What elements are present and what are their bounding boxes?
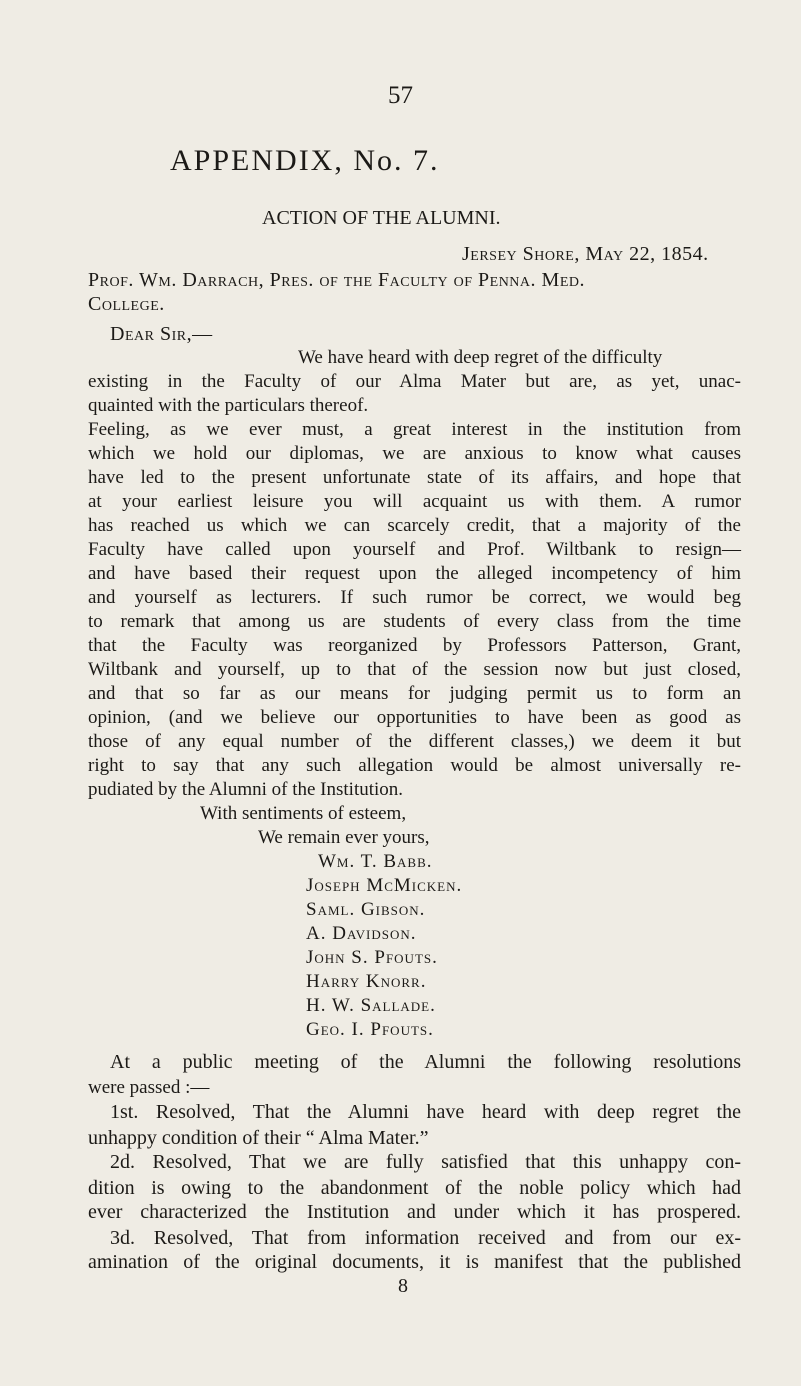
- dateline: Jersey Shore, May 22, 1854.: [462, 243, 709, 265]
- letter-line: Wiltbank and yourself, up to that of the session now but just closed,: [88, 659, 741, 680]
- section-title: ACTION OF THE ALUMNI.: [262, 207, 501, 229]
- letter-line: to remark that among us are students of every class from the time: [88, 611, 741, 632]
- signatory: Saml. Gibson.: [306, 899, 426, 920]
- letter-line: We have heard with deep regret of the difficulty: [298, 347, 663, 368]
- closing-line: With sentiments of esteem,: [200, 803, 407, 824]
- signatory: Wm. T. Babb.: [318, 851, 433, 872]
- letter-line: right to say that any such allegation would be almost universally re-: [88, 755, 741, 776]
- resolution-line: unhappy condition of their “ Alma Mater.”: [88, 1127, 429, 1149]
- signatory: Joseph McMicken.: [306, 875, 463, 896]
- signatory: John S. Pfouts.: [306, 947, 438, 968]
- salutation: Dear Sir,—: [110, 323, 213, 345]
- letter-line: pudiated by the Alumni of the Institution.: [88, 779, 404, 800]
- letter-line: and that so far as our means for judging permit us to form an: [88, 683, 741, 704]
- letter-line: quainted with the particulars thereof.: [88, 395, 369, 416]
- letter-line: existing in the Faculty of our Alma Mater but are, as yet, unac-: [88, 371, 741, 392]
- resolution-line: ever characterized the Institution and under which it has prospered.: [88, 1201, 741, 1223]
- letter-line: and yourself as lecturers. If such rumor be correct, we would beg: [88, 587, 741, 608]
- signature-mark: 8: [398, 1275, 408, 1297]
- letter-line: Feeling, as we ever must, a great interest in the institution from: [88, 419, 741, 440]
- letter-line: those of any equal number of the different classes,) we deem it but: [88, 731, 741, 752]
- letter-line: opinion, (and we believe our opportunities to have been as good as: [88, 707, 741, 728]
- letter-line: has reached us which we can scarcely credit, that a majority of the: [88, 515, 741, 536]
- resolution-line: 2d. Resolved, That we are fully satisfied that this unhappy con-: [110, 1151, 741, 1173]
- closing-line: We remain ever yours,: [258, 827, 430, 848]
- page-number: 57: [388, 82, 413, 109]
- resolution-line: 3d. Resolved, That from information received and from our ex-: [110, 1227, 741, 1249]
- signatory: A. Davidson.: [306, 923, 417, 944]
- signatory: Geo. I. Pfouts.: [306, 1019, 434, 1040]
- signatory: Harry Knorr.: [306, 971, 427, 992]
- addressee-line: College.: [88, 293, 165, 315]
- resolution-line: At a public meeting of the Alumni the following resolutions: [110, 1051, 741, 1073]
- letter-line: have led to the present unfortunate state of its affairs, and hope that: [88, 467, 741, 488]
- resolution-line: amination of the original documents, it is manifest that the published: [88, 1251, 741, 1273]
- letter-line: at your earliest leisure you will acquaint us with them. A rumor: [88, 491, 741, 512]
- letter-line: and have based their request upon the alleged incompetency of him: [88, 563, 741, 584]
- addressee-line: Prof. Wm. Darrach, Pres. of the Faculty of Penna. Med.: [88, 269, 585, 291]
- letter-line: which we hold our diplomas, we are anxious to know what causes: [88, 443, 741, 464]
- letter-line: Faculty have called upon yourself and Prof. Wiltbank to resign—: [88, 539, 741, 560]
- signatory: H. W. Sallade.: [306, 995, 436, 1016]
- resolution-line: dition is owing to the abandonment of the noble policy which had: [88, 1177, 741, 1199]
- resolution-line: were passed :—: [88, 1077, 210, 1098]
- appendix-title: APPENDIX, No. 7.: [170, 144, 440, 177]
- resolution-line: 1st. Resolved, That the Alumni have heard with deep regret the: [110, 1101, 741, 1123]
- letter-line: that the Faculty was reorganized by Professors Patterson, Grant,: [88, 635, 741, 656]
